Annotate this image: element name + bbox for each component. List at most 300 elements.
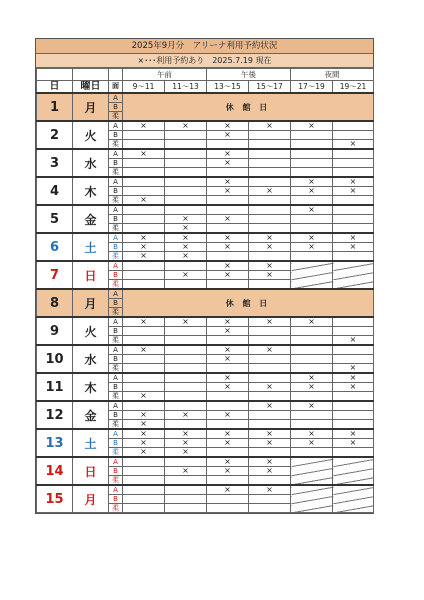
empty-slot	[207, 495, 249, 504]
empty-slot	[165, 205, 207, 215]
empty-slot	[333, 131, 374, 140]
empty-slot	[123, 215, 165, 224]
reserved-mark: ×	[333, 140, 374, 150]
court-label: B	[109, 299, 123, 308]
empty-slot	[249, 131, 291, 140]
empty-slot	[207, 168, 249, 178]
court-label: 柔	[109, 140, 123, 150]
reserved-mark: ×	[207, 317, 249, 327]
empty-slot	[165, 476, 207, 486]
empty-slot	[165, 131, 207, 140]
empty-slot	[207, 252, 249, 262]
reserved-mark: ×	[333, 373, 374, 383]
reserved-mark: ×	[207, 149, 249, 159]
court-label: 柔	[109, 364, 123, 374]
empty-slot	[249, 196, 291, 206]
reserved-mark: ×	[123, 317, 165, 327]
empty-slot	[333, 159, 374, 168]
empty-slot	[333, 392, 374, 402]
day-weekday: 木	[73, 373, 109, 401]
empty-slot	[123, 224, 165, 234]
reserved-mark: ×	[249, 439, 291, 448]
reserved-mark: ×	[165, 224, 207, 234]
day-number: 7	[37, 261, 73, 289]
reserved-mark: ×	[249, 429, 291, 439]
empty-slot	[207, 336, 249, 346]
reserved-mark: ×	[165, 243, 207, 252]
court-label: B	[109, 159, 123, 168]
court-label: 柔	[109, 168, 123, 178]
day-number: 15	[37, 485, 73, 513]
reserved-mark: ×	[165, 233, 207, 243]
empty-slot	[249, 327, 291, 336]
empty-slot	[123, 336, 165, 346]
empty-slot	[165, 364, 207, 374]
reserved-mark: ×	[291, 187, 333, 196]
empty-slot	[249, 159, 291, 168]
reserved-mark: ×	[123, 448, 165, 458]
empty-slot	[123, 131, 165, 140]
empty-slot	[249, 205, 291, 215]
reserved-mark: ×	[165, 215, 207, 224]
empty-slot	[249, 168, 291, 178]
reserved-mark: ×	[207, 121, 249, 131]
empty-slot	[165, 504, 207, 513]
reserved-mark: ×	[249, 121, 291, 131]
reserved-mark: ×	[123, 233, 165, 243]
court-label: B	[109, 495, 123, 504]
reserved-mark: ×	[165, 317, 207, 327]
empty-slot	[333, 411, 374, 420]
day-weekday: 土	[73, 429, 109, 457]
header-slot-4: 15～17	[249, 81, 291, 94]
empty-slot	[249, 373, 291, 383]
reserved-mark: ×	[207, 243, 249, 252]
reserved-mark: ×	[165, 271, 207, 280]
reserved-mark: ×	[123, 196, 165, 206]
unavailable-slot	[291, 457, 333, 485]
empty-slot	[207, 224, 249, 234]
empty-slot	[207, 504, 249, 513]
reserved-mark: ×	[123, 252, 165, 262]
reservation-table	[36, 68, 374, 513]
empty-slot	[207, 140, 249, 150]
court-label: A	[109, 373, 123, 383]
day-weekday: 水	[73, 345, 109, 373]
empty-slot	[333, 205, 374, 215]
reserved-mark: ×	[333, 429, 374, 439]
court-label: A	[109, 93, 123, 103]
reserved-mark: ×	[249, 401, 291, 411]
reserved-mark: ×	[207, 271, 249, 280]
empty-slot	[333, 345, 374, 355]
court-label: A	[109, 261, 123, 271]
court-label: A	[109, 345, 123, 355]
empty-slot	[291, 355, 333, 364]
court-label: B	[109, 355, 123, 364]
court-label: B	[109, 439, 123, 448]
reserved-mark: ×	[249, 485, 291, 495]
reserved-mark: ×	[207, 177, 249, 187]
empty-slot	[123, 495, 165, 504]
day-row	[37, 289, 374, 299]
reserved-mark: ×	[207, 439, 249, 448]
empty-slot	[165, 495, 207, 504]
header-night: 夜間	[291, 69, 374, 81]
empty-slot	[249, 149, 291, 159]
reservation-sheet	[35, 38, 374, 514]
reserved-mark: ×	[123, 392, 165, 402]
day-weekday: 日	[73, 261, 109, 289]
court-label: B	[109, 327, 123, 336]
empty-slot	[249, 336, 291, 346]
empty-slot	[291, 411, 333, 420]
court-label: A	[109, 317, 123, 327]
empty-slot	[249, 504, 291, 513]
reserved-mark: ×	[165, 448, 207, 458]
reserved-mark: ×	[123, 429, 165, 439]
day-weekday: 月	[73, 93, 109, 121]
reserved-mark: ×	[249, 261, 291, 271]
reserved-mark: ×	[123, 243, 165, 252]
closed-day-label: 休 館 日	[123, 289, 374, 317]
empty-slot	[123, 327, 165, 336]
court-label: B	[109, 383, 123, 392]
header-slot-2: 11～13	[165, 81, 207, 94]
empty-slot	[123, 159, 165, 168]
day-weekday: 月	[73, 485, 109, 513]
day-number: 4	[37, 177, 73, 205]
court-label: B	[109, 411, 123, 420]
empty-slot	[291, 327, 333, 336]
reserved-mark: ×	[333, 177, 374, 187]
court-label: 柔	[109, 448, 123, 458]
header-slot-5: 17～19	[291, 81, 333, 94]
empty-slot	[165, 383, 207, 392]
court-label: A	[109, 485, 123, 495]
unavailable-slot	[291, 485, 333, 513]
empty-slot	[249, 495, 291, 504]
header-slot-3: 13～15	[207, 81, 249, 94]
day-number: 14	[37, 457, 73, 485]
reserved-mark: ×	[291, 121, 333, 131]
reserved-mark: ×	[165, 121, 207, 131]
empty-slot	[291, 196, 333, 206]
empty-slot	[291, 448, 333, 458]
reserved-mark: ×	[207, 457, 249, 467]
empty-slot	[291, 364, 333, 374]
reserved-mark: ×	[291, 401, 333, 411]
reserved-mark: ×	[249, 457, 291, 467]
day-number: 1	[37, 93, 73, 121]
reserved-mark: ×	[165, 467, 207, 476]
court-label: A	[109, 429, 123, 439]
court-label: B	[109, 467, 123, 476]
day-weekday: 火	[73, 121, 109, 149]
empty-slot	[333, 317, 374, 327]
empty-slot	[123, 467, 165, 476]
empty-slot	[165, 196, 207, 206]
empty-slot	[291, 215, 333, 224]
empty-slot	[291, 224, 333, 234]
day-number: 8	[37, 289, 73, 317]
empty-slot	[291, 149, 333, 159]
day-number: 11	[37, 373, 73, 401]
day-row	[37, 205, 374, 215]
empty-slot	[123, 261, 165, 271]
reserved-mark: ×	[291, 439, 333, 448]
court-label: 柔	[109, 420, 123, 430]
reserved-mark: ×	[291, 383, 333, 392]
court-label: B	[109, 243, 123, 252]
day-weekday: 水	[73, 149, 109, 177]
reserved-mark: ×	[207, 131, 249, 140]
empty-slot	[165, 159, 207, 168]
reserved-mark: ×	[123, 439, 165, 448]
day-number: 5	[37, 205, 73, 233]
header-court: 面	[109, 81, 123, 94]
empty-slot	[333, 168, 374, 178]
reserved-mark: ×	[207, 467, 249, 476]
court-label: A	[109, 289, 123, 299]
reserved-mark: ×	[165, 439, 207, 448]
empty-slot	[333, 401, 374, 411]
reserved-mark: ×	[207, 383, 249, 392]
empty-slot	[333, 196, 374, 206]
court-label: B	[109, 215, 123, 224]
empty-slot	[165, 261, 207, 271]
court-label: 柔	[109, 504, 123, 513]
reserved-mark: ×	[333, 187, 374, 196]
empty-slot	[207, 196, 249, 206]
day-number: 2	[37, 121, 73, 149]
unavailable-slot	[333, 261, 374, 289]
empty-slot	[333, 224, 374, 234]
day-row	[37, 93, 374, 103]
empty-slot	[123, 457, 165, 467]
empty-slot	[249, 448, 291, 458]
court-label: 柔	[109, 280, 123, 290]
court-label: A	[109, 149, 123, 159]
empty-slot	[249, 252, 291, 262]
empty-slot	[291, 392, 333, 402]
empty-slot	[165, 355, 207, 364]
empty-slot	[207, 364, 249, 374]
court-label: 柔	[109, 196, 123, 206]
header-slot-6: 19～21	[333, 81, 374, 94]
reserved-mark: ×	[207, 411, 249, 420]
reserved-mark: ×	[207, 429, 249, 439]
day-number: 12	[37, 401, 73, 429]
unavailable-slot	[333, 457, 374, 485]
court-label: 柔	[109, 308, 123, 318]
unavailable-slot	[333, 485, 374, 513]
empty-slot	[165, 327, 207, 336]
empty-slot	[291, 168, 333, 178]
reserved-mark: ×	[207, 215, 249, 224]
empty-slot	[123, 364, 165, 374]
empty-slot	[333, 121, 374, 131]
day-weekday: 土	[73, 233, 109, 261]
empty-slot	[249, 392, 291, 402]
day-number: 9	[37, 317, 73, 345]
empty-slot	[207, 392, 249, 402]
court-label: 柔	[109, 392, 123, 402]
reserved-mark: ×	[291, 243, 333, 252]
empty-slot	[333, 215, 374, 224]
empty-slot	[333, 327, 374, 336]
empty-slot	[165, 392, 207, 402]
reserved-mark: ×	[291, 317, 333, 327]
reserved-mark: ×	[123, 149, 165, 159]
empty-slot	[123, 177, 165, 187]
court-label: A	[109, 121, 123, 131]
day-number: 13	[37, 429, 73, 457]
reserved-mark: ×	[333, 364, 374, 374]
empty-slot	[291, 131, 333, 140]
reserved-mark: ×	[207, 373, 249, 383]
empty-slot	[123, 271, 165, 280]
header-morning: 午前	[123, 69, 207, 81]
day-row	[37, 149, 374, 159]
day-row	[37, 401, 374, 411]
court-label: 柔	[109, 476, 123, 486]
empty-slot	[333, 420, 374, 430]
closed-day-label: 休 館 日	[123, 93, 374, 121]
day-weekday: 金	[73, 401, 109, 429]
reserved-mark: ×	[249, 243, 291, 252]
court-label: B	[109, 271, 123, 280]
reserved-mark: ×	[291, 233, 333, 243]
empty-slot	[249, 280, 291, 290]
legend-note: ×･･･利用予約あり 2025.7.19 現在	[36, 54, 373, 68]
empty-slot	[123, 476, 165, 486]
empty-slot	[123, 373, 165, 383]
reserved-mark: ×	[207, 485, 249, 495]
reserved-mark: ×	[291, 373, 333, 383]
empty-slot	[207, 401, 249, 411]
empty-slot	[123, 504, 165, 513]
empty-slot	[123, 355, 165, 364]
court-label: A	[109, 205, 123, 215]
empty-slot	[291, 140, 333, 150]
reserved-mark: ×	[333, 439, 374, 448]
empty-slot	[123, 383, 165, 392]
empty-slot	[249, 177, 291, 187]
reserved-mark: ×	[333, 243, 374, 252]
day-row	[37, 317, 374, 327]
reserved-mark: ×	[333, 383, 374, 392]
court-label: 柔	[109, 112, 123, 122]
empty-slot	[123, 187, 165, 196]
reserved-mark: ×	[123, 411, 165, 420]
reserved-mark: ×	[165, 429, 207, 439]
reserved-mark: ×	[207, 233, 249, 243]
empty-slot	[249, 224, 291, 234]
day-row	[37, 121, 374, 131]
empty-slot	[249, 411, 291, 420]
day-row	[37, 373, 374, 383]
reserved-mark: ×	[249, 271, 291, 280]
empty-slot	[123, 140, 165, 150]
reserved-mark: ×	[165, 252, 207, 262]
empty-slot	[249, 215, 291, 224]
empty-slot	[123, 205, 165, 215]
empty-slot	[333, 252, 374, 262]
reserved-mark: ×	[207, 345, 249, 355]
court-label: 柔	[109, 336, 123, 346]
header-slot-row	[37, 81, 374, 94]
reserved-mark: ×	[291, 429, 333, 439]
empty-slot	[333, 448, 374, 458]
court-label: A	[109, 457, 123, 467]
empty-slot	[165, 140, 207, 150]
day-row	[37, 429, 374, 439]
reserved-mark: ×	[333, 336, 374, 346]
reserved-mark: ×	[249, 317, 291, 327]
day-weekday: 日	[73, 457, 109, 485]
day-weekday: 月	[73, 289, 109, 317]
day-row	[37, 345, 374, 355]
reserved-mark: ×	[291, 177, 333, 187]
court-label: A	[109, 233, 123, 243]
empty-slot	[249, 140, 291, 150]
empty-slot	[123, 401, 165, 411]
court-label: A	[109, 401, 123, 411]
reserved-mark: ×	[291, 205, 333, 215]
empty-slot	[207, 280, 249, 290]
reserved-mark: ×	[249, 467, 291, 476]
empty-slot	[291, 252, 333, 262]
reserved-mark: ×	[123, 121, 165, 131]
day-number: 6	[37, 233, 73, 261]
header-group-row	[37, 69, 374, 81]
empty-slot	[291, 345, 333, 355]
reserved-mark: ×	[123, 345, 165, 355]
reserved-mark: ×	[207, 159, 249, 168]
empty-slot	[207, 448, 249, 458]
empty-slot	[165, 457, 207, 467]
empty-slot	[165, 345, 207, 355]
reserved-mark: ×	[207, 355, 249, 364]
empty-slot	[165, 401, 207, 411]
empty-slot	[291, 336, 333, 346]
empty-slot	[165, 280, 207, 290]
day-weekday: 木	[73, 177, 109, 205]
day-weekday: 火	[73, 317, 109, 345]
header-weekday: 曜日	[73, 81, 109, 94]
sheet-title: 2025年9月分 アリーナ利用予約状況	[36, 39, 373, 54]
empty-slot	[123, 485, 165, 495]
header-afternoon: 午後	[207, 69, 291, 81]
empty-slot	[249, 476, 291, 486]
empty-slot	[291, 159, 333, 168]
empty-slot	[165, 373, 207, 383]
empty-slot	[333, 149, 374, 159]
empty-slot	[165, 177, 207, 187]
empty-slot	[165, 420, 207, 430]
reserved-mark: ×	[207, 327, 249, 336]
reservation-body	[37, 93, 374, 513]
reserved-mark: ×	[249, 187, 291, 196]
empty-slot	[207, 476, 249, 486]
reserved-mark: ×	[249, 233, 291, 243]
reserved-mark: ×	[207, 187, 249, 196]
day-row	[37, 457, 374, 467]
day-weekday: 金	[73, 205, 109, 233]
empty-slot	[165, 485, 207, 495]
empty-slot	[207, 420, 249, 430]
